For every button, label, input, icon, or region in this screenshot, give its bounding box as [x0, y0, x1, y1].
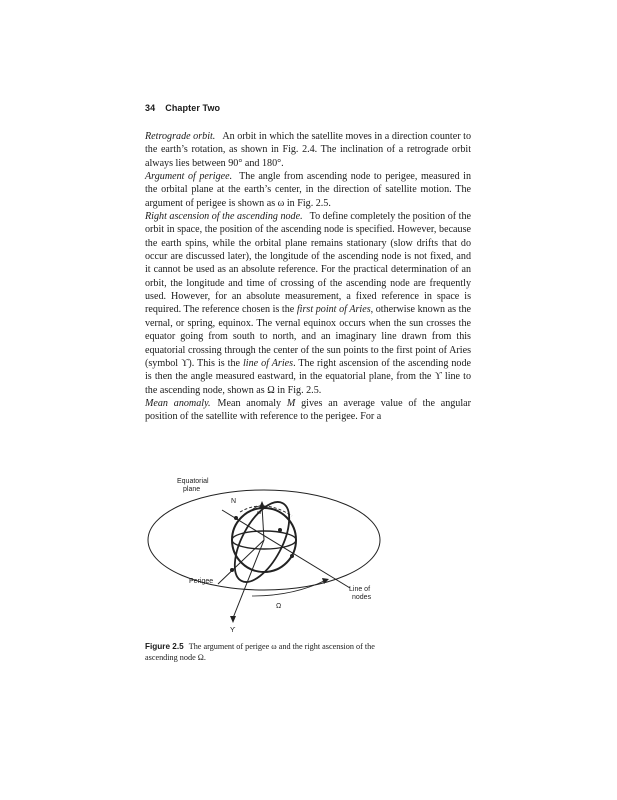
aries-arrowhead	[230, 616, 236, 623]
emphasis-m: M	[286, 397, 296, 409]
body-text	[145, 130, 471, 424]
label-omega-big: Ω	[276, 603, 282, 610]
satellite-dot	[278, 528, 282, 532]
term-argument-of-perigee: Argument of perigee.	[145, 171, 233, 183]
ascending-node-dot	[234, 516, 238, 520]
label-nodes: nodes	[352, 594, 372, 601]
orbit-figure	[144, 470, 384, 635]
big-omega-arc	[252, 580, 326, 596]
perigee-dot	[230, 568, 234, 572]
paragraph-text: An orbit in which the satellite moves in a direction counter to the earth’s rotation, as shown in Fig. 2.4. The inclination of a retrograde orbit always lies between 90° and 180°.	[145, 131, 472, 169]
paragraph-mean-anomaly	[145, 397, 471, 424]
label-line-of: Line of	[349, 586, 371, 593]
chapter-title: Chapter Two	[165, 103, 221, 113]
term-right-ascension: Right ascension of the ascending node.	[145, 211, 303, 223]
paragraph-retrograde-orbit	[145, 130, 471, 170]
label-omega-small: ω	[257, 510, 262, 516]
figure-caption	[145, 641, 395, 663]
paragraph-text: gives an average value of the angular position of the satellite with reference to the perigee. For a	[145, 397, 471, 423]
emphasis-first-point-of-aries: first point of Aries	[296, 304, 371, 316]
term-mean-anomaly: Mean anomaly.	[145, 397, 211, 409]
paragraph-text: Mean anomaly	[217, 397, 287, 409]
label-equatorial: Equatorial	[177, 478, 209, 485]
north-arrowhead	[259, 501, 265, 508]
caption-text: The argument of perigee ω and the right ascension of the ascending node Ω.	[145, 642, 375, 662]
paragraph-text: To define completely the position of the orbit in space, the position of the ascending node is specified. However, because the earth spins, while the orbital plane remains stationary (slow drifts that do occur are discussed later), the longitude of the ascending node is not fixed, and it cannot be used as an absolute reference. For the practical determination of an orbit, the longitude and time of crossing of the ascending node are frequently used. However, for an absolute measurement, a fixed reference in space is required. The reference chosen is the	[145, 211, 471, 316]
paragraph-right-ascension	[145, 210, 471, 397]
page-header	[145, 103, 220, 113]
label-perigee: Perigee	[189, 578, 214, 585]
page-number: 34	[145, 103, 156, 113]
line-of-nodes	[222, 510, 350, 588]
paragraph-text: . The right ascension of the ascending node is then the angle measured eastward, in the equatorial plane, from the ϒ line to the ascending node, shown as Ω in Fig. 2.5.	[145, 357, 471, 396]
label-aries: ϒ	[230, 627, 236, 634]
descending-node-dot	[290, 554, 294, 558]
paragraph-text: , otherwise known as the vernal, or spring, equinox. The vernal equinox occurs when the sun crosses the equator going from south to north, and an imaginary line drawn from this equatorial crossing through the center of the sun points to the first point of Aries (symbol ϒ). This is the	[145, 304, 471, 369]
emphasis-line-of-aries: line of Aries	[242, 357, 294, 369]
orbit-diagram	[144, 470, 384, 635]
paragraph-argument-of-perigee	[145, 170, 471, 210]
caption-label: Figure 2.5	[145, 642, 184, 651]
term-retrograde-orbit: Retrograde orbit.	[145, 131, 216, 142]
label-north: N	[231, 498, 237, 505]
paragraph-text: The angle from ascending node to perigee, measured in the orbital plane at the earth’s center, in the direction of satellite motion. The argument of perigee is shown as ω in Fig. 2.5.	[145, 171, 471, 209]
label-plane: plane	[183, 486, 201, 493]
